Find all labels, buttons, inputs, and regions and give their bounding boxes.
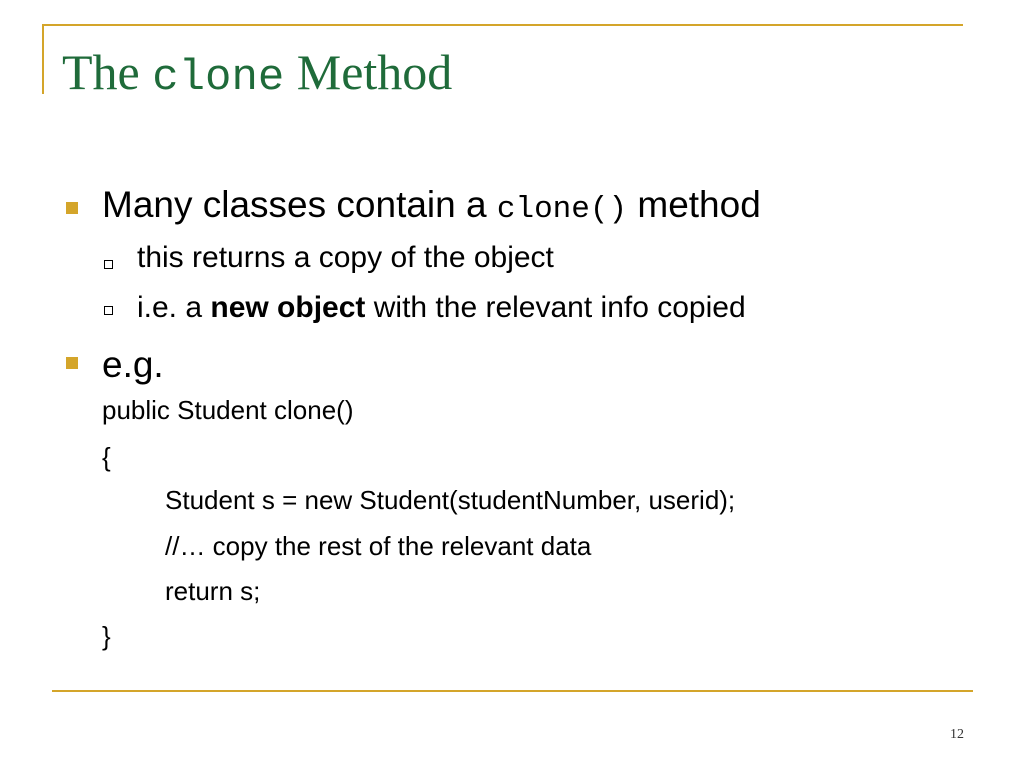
code-line: } (102, 621, 111, 651)
bullet-example: e.g. (102, 344, 164, 385)
sub-bullet-new-object (137, 290, 746, 326)
slide-title (62, 40, 452, 110)
top-rule (42, 24, 963, 26)
title-suffix: Method (284, 44, 453, 100)
page-number: 12 (950, 727, 964, 742)
code-line: Student s = new Student(studentNumber, userid); (165, 485, 736, 515)
title-prefix: The (62, 44, 153, 100)
code-line: return s; (165, 576, 261, 606)
title-code: clone (152, 53, 285, 103)
sub-bullet-returns-copy: this returns a copy of the object (137, 241, 554, 274)
code-line: public Student clone() (102, 395, 354, 425)
bullet-clone-method (102, 183, 761, 232)
sub-bullet-pre: i.e. a (137, 291, 211, 324)
sub-bullet-post: with the relevant info copied (365, 291, 746, 324)
left-rule (42, 24, 44, 94)
square-bullet-icon (66, 202, 78, 214)
code-line: //… copy the rest of the relevant data (165, 531, 592, 561)
hollow-square-bullet-icon (104, 260, 113, 269)
hollow-square-bullet-icon (104, 306, 113, 315)
square-bullet-icon (66, 357, 78, 369)
code-line: { (102, 442, 111, 472)
bullet-text-post: method (627, 184, 761, 225)
bullet-text-pre: Many classes contain a (102, 184, 497, 225)
sub-bullet-bold: new object (210, 291, 366, 324)
bullet-code: clone() (496, 192, 628, 227)
bottom-rule (52, 690, 973, 692)
